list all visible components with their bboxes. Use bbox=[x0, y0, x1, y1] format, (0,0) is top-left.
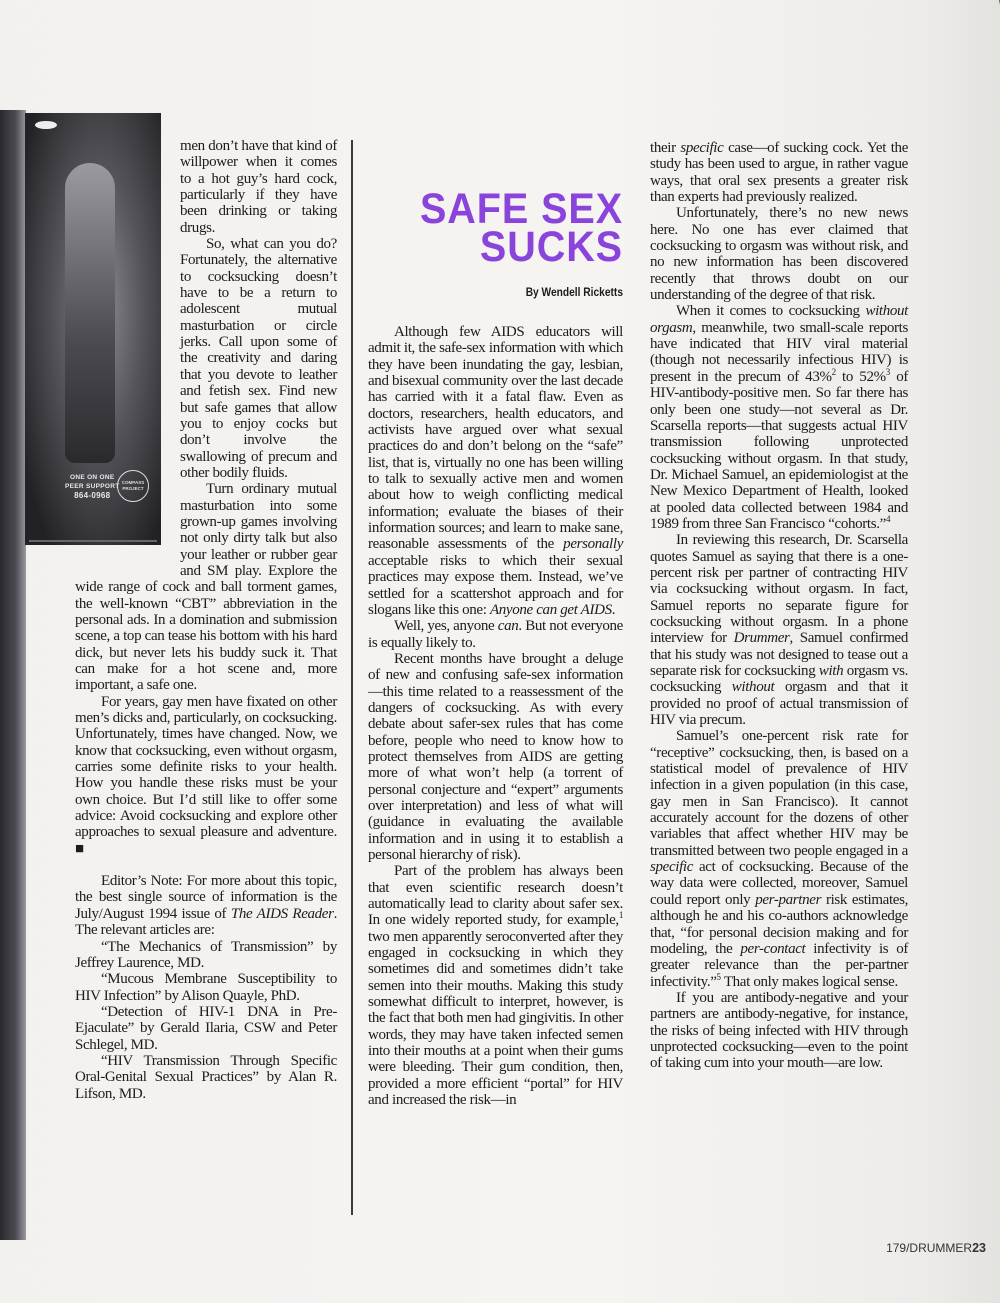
title-line-1: SAFE SEX bbox=[419, 185, 623, 233]
text-segment: orgasm vs. cocksucking bbox=[650, 663, 908, 696]
paragraph bbox=[368, 618, 623, 651]
text-segment: to 52% bbox=[835, 368, 886, 385]
footnote-ref: 2 bbox=[831, 366, 836, 377]
paragraph bbox=[368, 324, 623, 618]
ad-wrap-space bbox=[75, 138, 180, 566]
text-segment: . But not everyone is equally likely to. bbox=[368, 618, 623, 651]
text-segment: can bbox=[497, 618, 519, 635]
text-segment: of HIV-antibody-positive men. So far there has only been one study—not several as Dr. Scarsella reports—that suggests actual HIV transmission following unprotected cocksucking without orgasm. In that study, Dr. Michael Samuel, an epidemiologist at the New Mexico Department of Health, looked at pooled data collected between 1984 and 1989 from three San Francisco “cohorts.” bbox=[650, 368, 908, 532]
text-segment: , meanwhile, two small-scale reports have indicated that HIV viral material (though not necessarily infectious HIV) is present in the precum of 43% bbox=[650, 319, 908, 385]
text-segment: Drummer bbox=[733, 630, 790, 647]
text-segment: In reviewing this research, Dr. Scarsella quotes Samuel as saying that there is a one-percent risk per partner of contracting HIV via cocksucking without orgasm. In fact, Samuel reports no separate figure for cocksucking without orgasm. In a phone interview for bbox=[650, 532, 908, 647]
text-segment: . bbox=[611, 601, 616, 618]
text-segment: Although few AIDS educators will admit it, the safe-sex information with which they have been inundating the gay, lesbian, and bisexual community over the last decade has carried with it a fatal flaw. Even as doctors, researchers, health educators, and activists have argued over what sexual practices do and don’t belong on the “safe” list, that is, virtually no one has been willing to talk to sexually active men and women about how to weigh conflicting medical information; evaluate the biases of their information sources; and learn to make sane, reasonable assessments of the bbox=[368, 324, 623, 553]
text-segment: infectivity is of greater relevance than the per-partner infectivity.” bbox=[650, 940, 908, 990]
paragraph bbox=[75, 1053, 337, 1102]
paragraph bbox=[650, 728, 908, 990]
paragraph bbox=[75, 694, 337, 857]
article-title bbox=[399, 185, 623, 271]
lamp-graphic bbox=[35, 121, 57, 129]
paragraph bbox=[75, 1004, 337, 1053]
text-segment: “Detection of HIV-1 DNA in Pre-Ejaculate” by Gerald Ilaria, CSW and Peter Schlegel, MD. bbox=[75, 1003, 337, 1053]
text-segment: , Samuel confirmed that his study was not designed to tease out a separate risk for cocksucking bbox=[650, 630, 908, 679]
text-segment: Anyone can get AIDS bbox=[489, 601, 612, 618]
text-segment: Recent months have brought a deluge of new and confusing safe-sex information—this time related to a reassessment of the dangers of cocksucking. As with every debate about safer-sex rules that has come before, people who need to know how to protect themselves from AIDS are getting more of what won’t help (a torrent of personal conjecture and “expert” arguments over interpretation) and less of what will (guidance in evaluating the available information and in using it to establish a personal hierarchy of risk). bbox=[368, 650, 623, 863]
text-segment: acceptable risks to which their sexual practices may expose them. Instead, we’ve settled for a scattershot approach and for slogans like this one: bbox=[368, 552, 623, 618]
text-segment: That only makes logical sense. bbox=[720, 973, 898, 990]
footnote-ref: 1 bbox=[618, 910, 623, 921]
facing-page-edge bbox=[0, 110, 26, 1240]
text-segment: Unfortunately, there’s no new news here. No one has ever claimed that cocksucking to orgasm was without risk, and no new information has been discovered recently that throws doubt on our understanding of the degree of that risk. bbox=[650, 205, 908, 304]
text-segment: with bbox=[818, 663, 844, 679]
text-segment: per-partner bbox=[755, 891, 822, 908]
text-segment: Well, yes, anyone bbox=[394, 618, 498, 635]
text-segment: without orgasm bbox=[650, 303, 908, 336]
ad-phone: 864-0968 bbox=[74, 491, 111, 500]
text-segment: Editor’s Note: For more about this topic, the best single source of information is the July/August 1994 issue of bbox=[75, 873, 337, 922]
column-1 bbox=[75, 138, 337, 1102]
footnote-ref: 5 bbox=[716, 971, 721, 982]
page-number: 23 bbox=[972, 1241, 986, 1255]
text-segment: “Mucous Membrane Susceptibility to HIV Infection” by Alison Quayle, PhD. bbox=[75, 971, 337, 1004]
paragraph bbox=[368, 651, 623, 863]
paragraph bbox=[650, 140, 908, 205]
text-segment: The AIDS Reader bbox=[230, 905, 334, 922]
text-segment: without bbox=[731, 679, 775, 696]
column-rule bbox=[351, 140, 353, 1215]
text-segment: “The Mechanics of Transmission” by Jeffrey Laurence, MD. bbox=[75, 938, 337, 971]
page-folio bbox=[840, 1241, 986, 1255]
paragraph bbox=[650, 532, 908, 728]
paragraph bbox=[75, 971, 337, 1004]
text-segment: specific bbox=[680, 140, 724, 156]
paragraph bbox=[650, 303, 908, 532]
footnote-ref: 3 bbox=[885, 366, 890, 377]
byline: By Wendell Ricketts bbox=[525, 285, 623, 299]
text-segment: So, what can you do? Fortunately, the alternative to cocksucking doesn’t have to be a return to adolescent mutual masturbation or circle jerks. Call upon some of the creativity and daring that you devote to leather and fetish sex. Find new but safe games that allow you to enjoy cocks but don’t involve the swallowing of precum and other bodily fluids. bbox=[180, 236, 337, 481]
text-segment: “HIV Transmission Through Specific Oral-Genital Sexual Practices” by Alan R. Lifson, MD. bbox=[75, 1052, 337, 1102]
seal-text: COMPASS PROJECT bbox=[121, 479, 145, 491]
text-segment: risk estimates, although he and his co-authors acknowledge that, “for personal decision making and for modeling, the bbox=[650, 891, 908, 957]
paragraph bbox=[75, 873, 337, 938]
title-line-2: SUCKS bbox=[479, 223, 623, 271]
ad-line1: ONE ON ONE bbox=[69, 474, 115, 481]
text-segment: For years, gay men have fixated on other men’s dicks and, particularly, on cocksucking. Unfortunately, times have changed. Now, we know that cocksucking, even without orgasm, carries some definite risks to your health. How you handle these risks must be your own choice. But I’d still like to offer some advice: Avoid cocksucking and explore other approaches to sexual pleasure and adventure. ■ bbox=[75, 693, 337, 857]
text-segment: personally bbox=[563, 536, 623, 553]
text-segment: Samuel’s one-percent risk rate for “receptive” cocksucking, then, is based on a statistical model of prevalence of HIV infection in a given population (in this case, gay men in San Francisco). It cannot accurately account for the dozens of other variables that affect whether HIV may be transmitted between two people engaged in a bbox=[650, 728, 908, 859]
text-segment: Part of the problem has always been that even scientific research doesn’t automatically lead to clarity about safer sex. In one widely reported study, for example, bbox=[368, 863, 623, 929]
text-segment: two men apparently seroconverted after they engaged in cocksucking in which they sometimes did and sometimes didn’t take semen into their mouths. Making this study somewhat difficult to interpret, however, is the fact that both men had gingivitis. In other words, they may have taken infected semen into their mouths at a point when their gums were bleeding. Their gum condition, then, provided a more efficient “portal” for HIV and increased the risk—in bbox=[368, 928, 623, 1109]
paragraph bbox=[75, 939, 337, 972]
text-segment: per-contact bbox=[740, 940, 806, 957]
text-segment: . The relevant articles are: bbox=[75, 905, 337, 939]
ad-line2: PEER SUPPORT bbox=[65, 483, 120, 490]
text-segment: orgasm and that it provided no proof of actual transmission of HIV via precum. bbox=[650, 679, 908, 729]
text-segment: specific bbox=[650, 859, 694, 876]
text-segment: When it comes to cocksucking bbox=[676, 303, 866, 320]
paragraph bbox=[650, 205, 908, 303]
text-segment: men don’t have that kind of willpower when it comes to a hot guy’s hard cock, particularly if they have been drinking or taking drugs. bbox=[180, 138, 337, 236]
folio-issue: 179/DRUMMER bbox=[886, 1241, 973, 1255]
column-3 bbox=[650, 140, 908, 1072]
text-segment: If you are antibody-negative and your partners are antibody-negative, for instance, the risks of being infected with HIV through unprotected cocksucking—even to the point of taking cum into your mouth—are low. bbox=[650, 989, 908, 1072]
column-2 bbox=[368, 324, 623, 1109]
text-segment: case—of sucking cock. Yet the study has been used to argue, in rather vague ways, that oral sex presents a greater risk than experts had previously realized. bbox=[650, 140, 909, 206]
text-segment: Turn ordinary mutual masturbation into some grown-up games involving not only dirty talk but also your leather or rubber gear and SM play. Explore the wide range of cock and ball torment games, the well-known “CBT” abbreviation in the personal ads. In a domination and submission scene, a top can tease his bottom with his hard dick, but never lets his buddy suck it. That can make for a hot scene and, more important, a safe one. bbox=[75, 481, 337, 694]
paragraph bbox=[650, 990, 908, 1072]
text-segment: act of cocksucking. Because of the way data were collected, moreover, Samuel could report only bbox=[650, 859, 908, 908]
footnote-ref: 4 bbox=[885, 513, 891, 524]
text-segment: their bbox=[650, 140, 681, 156]
paragraph bbox=[368, 863, 623, 1108]
